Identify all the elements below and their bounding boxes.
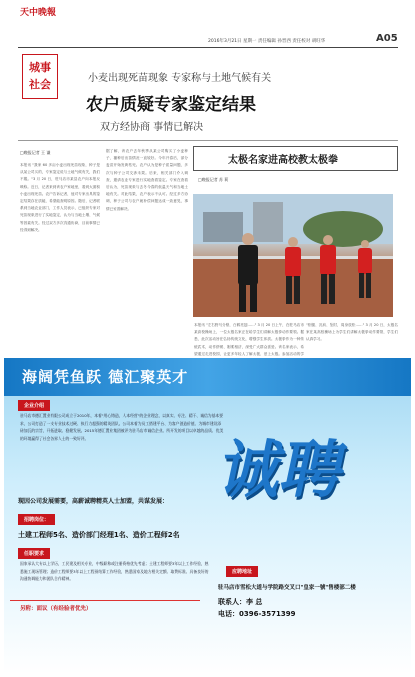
story-headline: 农户质疑专家鉴定结果: [86, 95, 256, 115]
story-kicker: 小麦出现死苗现象 专家称与土地气候有关: [88, 73, 272, 84]
recruitment-big-text: 诚聘: [213, 433, 353, 506]
ad-hiring-headline: 现因公司发展需要，高薪诚聘精英人士加盟，共谋发展：: [18, 498, 169, 505]
taichi-photo: [193, 194, 393, 317]
ad-jobs-tag: 招聘岗位：: [18, 514, 55, 525]
ad-contact-person: 联系人：李 总: [218, 598, 263, 606]
story1-byline: □晚报记者 王 谦: [20, 150, 51, 155]
section-label-line1: 城事: [29, 61, 51, 74]
photo-illustration: [193, 194, 393, 317]
page-number: A05: [376, 33, 398, 44]
ad-intro-text: 驻马店市德汇置业有限公司成立于2010年，本着"用心铸造，人本经营"的企业理念，以真实、专注、精干、诚信为基本要求，公司打造了一支专业技术过硬、执行力超强的精英团队。公司本着为员工搭建平台、为客户创造价值、为城市建设添砖加瓦的宗旨，开拓进取、稳健发展。2015年德汇置业集团被评为驻马店市诚信企业。所开发的项目以卓越的品质、优美的环境赢得了社会各界人士的一致好评。: [20, 413, 224, 441]
story2-body: 本报讯 "左右野马分鬃，白鹤亮翅……" 3 月 20 日上午，在驻马店市某高校操场上，一位太极名家正在给学生们讲解太极拳动作要领。据悉，此次活动旨在弘扬传统文化，增强学生体质。太极拳作为一种传统武术，动作舒缓、刚柔相济，深受广大群众喜爱。该名家表示，希望通过走进校园，让更多年轻人了解太极、爱上太极。参加活动的学: [194, 323, 304, 356]
ad-salary-note: 另附：面议（有经验者优先）: [20, 606, 92, 612]
story2-byline: □晚报记者 苏 莉: [198, 177, 229, 182]
ad-jobs-list: 土建工程师5名、造价部门经理1名、造价工程师2名: [18, 531, 180, 539]
photo-caption: "松腰、沉肩、坠肘，周身放松……" 3 月 20 日，太极名家在某高校操场上为学生们讲解太极拳动作要领，学生们认真学习。: [306, 323, 398, 342]
ad-address: 驻马店市雪松大道与学院路交叉口"皇家一號"售楼部二楼: [218, 585, 356, 591]
header-rule: [18, 47, 398, 48]
headline-rule: [18, 140, 398, 141]
story1-column-2: 据了解，该农户去年秋季从某公司购买了小麦种子，播种后出苗情况一直较好。今年开春后，部分麦苗开始发黄枯死。农户认为是种子质量问题，多次与种子公司交涉未果。后来，相关部门介入调查，邀请农业专家进行实地查看鉴定。专家在查看后认为，死苗现象与去冬今春的低温天气和当地土地有关。对此结果，农户表示不认可。经过多方协调，种子公司与农户就补偿问题达成一致意见，事情已妥善解决。: [106, 149, 188, 211]
ad-requirements-text: 国家承认大专以上学历，工民建及相关专业，中级职称或注册资格优先考虑；土建工程师要3年以上工作经验，熟悉施工现场管理；造价工程师要3年以上工程预结算工作经验，熟悉国家及地方相关定额、取费标准。具备良好的沟通协调能力和团队合作精神。: [20, 561, 209, 581]
ad-phone: 电话：0396-3571399: [218, 610, 296, 618]
ad-contact-tag: 应聘地址: [226, 566, 258, 577]
story1-column-1: 本报讯 "我家 60 多亩小麦出现死苗现象，种子是从某公司买的，专家鉴定说与土地气候有关，我们不服。"3 月 20 日，驻马店市某县农户向本报反映称。近日，记者来到该农户家地里，看到大面积小麦出现死苗。农户告诉记者，他对专家出具的鉴定结果存在质疑，希望能查明原因。随后，记者联系到当地农业部门，工作人员表示，已组织专家对死苗现象进行了实地鉴定，认为与当地土壤、气候等因素有关。经过双方多次沟通协商，目前事情已经得到解决。: [20, 163, 100, 232]
story-subhead: 双方经协商 事情已解决: [100, 122, 204, 133]
newspaper-masthead: 天中晚報: [20, 8, 57, 18]
page-header-info: 2016年3月21日 星期一 责任编辑 孙晋西 责任校对 胡旺华: [208, 39, 326, 44]
ad-intro-tag: 企业介绍: [18, 400, 50, 411]
story2-headline: 太极名家进高校教太极拳: [228, 155, 338, 166]
ad-requirements-tag: 任职要求: [18, 548, 50, 559]
ad-divider: [10, 600, 200, 601]
section-label: [22, 54, 58, 99]
ad-slogan: 海阔凭鱼跃 德汇聚英才: [22, 368, 189, 386]
section-label-line2: 社会: [29, 78, 51, 91]
story2-intro: [294, 177, 394, 191]
recruitment-ad: [4, 358, 411, 674]
